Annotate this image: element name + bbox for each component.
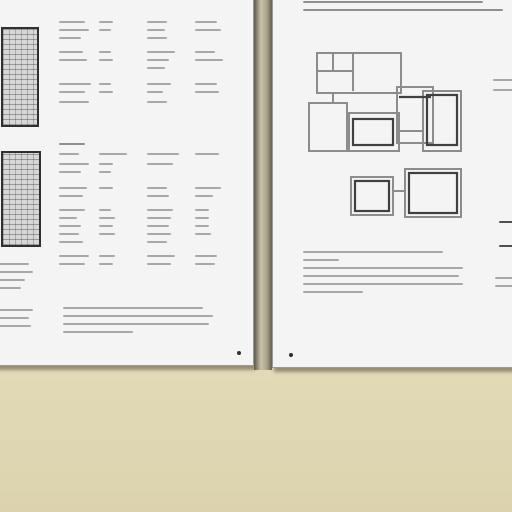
panel-gap-shadow (254, 0, 272, 370)
plan-thumbnail-top (1, 27, 39, 127)
panel-pin (289, 353, 293, 357)
floor-plan-drawing (273, 0, 512, 231)
panel-pin (237, 351, 241, 355)
right-info-panel (272, 0, 512, 368)
plan-thumbnail-bottom (1, 151, 41, 247)
left-info-panel (0, 0, 254, 366)
